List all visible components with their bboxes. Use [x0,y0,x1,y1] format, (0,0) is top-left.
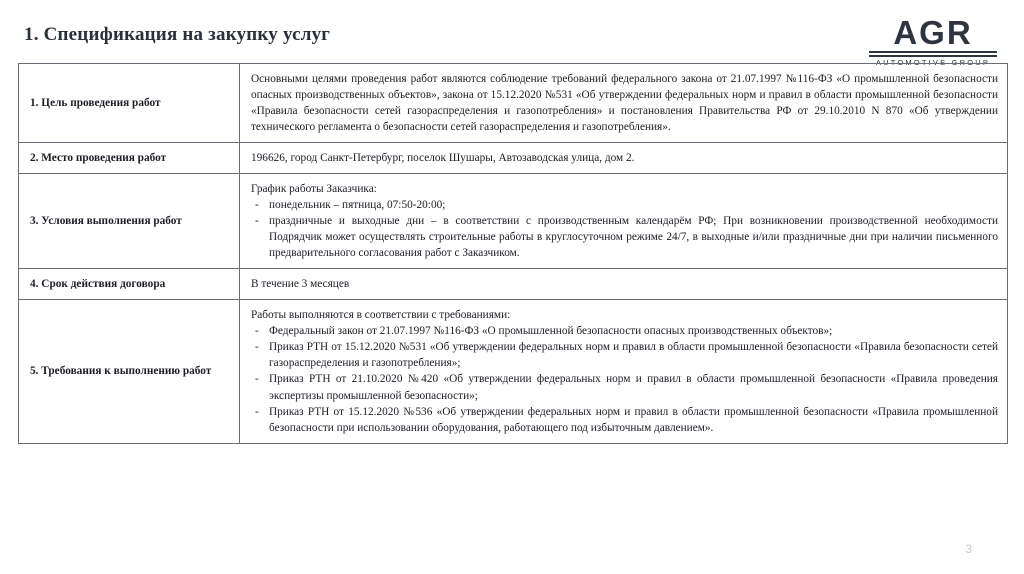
agr-logo [858,16,1008,67]
page-number: 3 [965,542,972,556]
row-value-goal: Основными целями проведения работ являются соблюдение требований федерального закона от 21.07.1997 №116-ФЗ «О промышленной безопасности опасных производственных объектов», закона от 15.12.2020 №531 «Об утверждении федеральных норм и правил в области промышленной безопасности «Правила безопасности сетей газораспределения и газопотребления» и постановления Правительства РФ от 29.10.2010 N 870 «Об утверждении технического регламента о безопасности сетей газораспределения и газопотребления». [240,64,1008,143]
table-row [19,174,1008,269]
table-row [19,300,1008,443]
table-row [19,64,1008,143]
row-label-conditions: 3. Условия выполнения работ [19,174,240,269]
table-row [19,143,1008,174]
conditions-list [251,197,998,261]
list-item: - Приказ РТН от 21.10.2020 №420 «Об утверждении федеральных норм и правил в области промышленной безопасности «Правила проведения экспертизы промышленной безопасности»; [251,371,998,403]
list-item: - понедельник – пятница, 07:50-20:00; [251,197,998,213]
requirements-list [251,323,998,435]
specification-table [18,63,1008,444]
list-item: - праздничные и выходные дни – в соответствии с производственным календарём РФ; При возникновении производственной необходимости Подрядчик может осуществлять строительные работы в круглосуточном режиме 24/7, в выходные и/или праздничные дни при наличии письменного предварительного согласования работ с Заказчиком. [251,213,998,261]
row-label-location: 2. Место проведения работ [19,143,240,174]
list-item: - Федеральный закон от 21.07.1997 №116-ФЗ «О промышленной безопасности опасных производственных объектов»; [251,323,998,339]
row-label-requirements: 5. Требования к выполнению работ [19,300,240,443]
row-value-conditions [240,174,1008,269]
row-value-location: 196626, город Санкт-Петербург, поселок Шушары, Автозаводская улица, дом 2. [240,143,1008,174]
page-title: 1. Спецификация на закупку услуг [24,24,331,45]
conditions-intro: График работы Заказчика: [251,183,377,196]
logo-underline-rules [869,51,997,58]
list-item: - Приказ РТН от 15.12.2020 №536 «Об утверждении федеральных норм и правил в области промышленной безопасности «Правила промышленной безопасности при использовании оборудования, работающего под избыточным давлением». [251,404,998,436]
requirements-intro: Работы выполняются в соответствии с требованиями: [251,309,511,322]
table-row [19,269,1008,300]
row-value-term: В течение 3 месяцев [240,269,1008,300]
row-value-requirements [240,300,1008,443]
row-label-term: 4. Срок действия договора [19,269,240,300]
list-item: - Приказ РТН от 15.12.2020 №531 «Об утверждении федеральных норм и правил в области промышленной безопасности «Правила безопасности сетей газораспределения и газопотребления»; [251,339,998,371]
logo-tagline: AUTOMOTIVE GROUP [875,58,991,67]
row-label-goal: 1. Цель проведения работ [19,64,240,143]
logo-wordmark: AGR [893,14,973,51]
